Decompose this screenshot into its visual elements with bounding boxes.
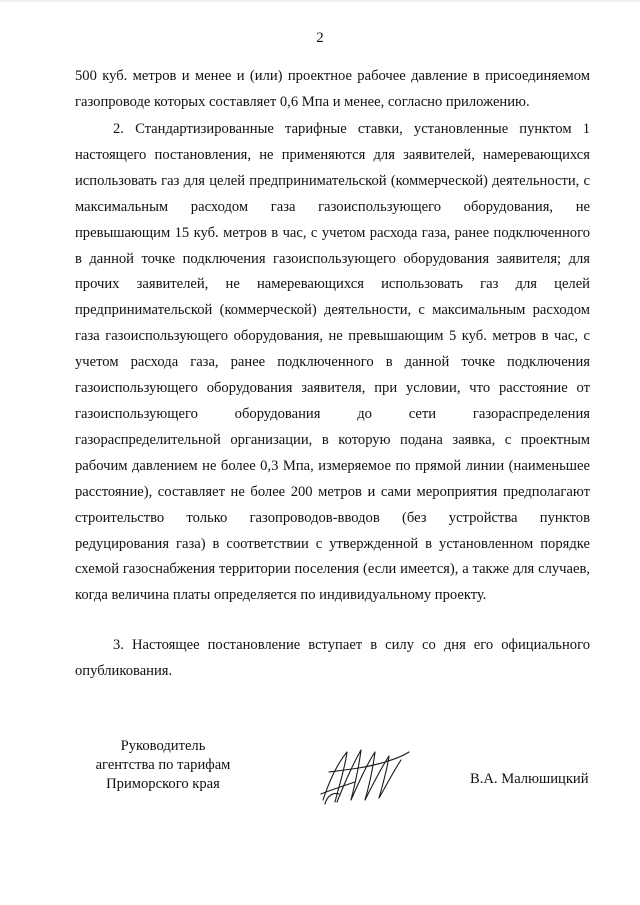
page-number: 2: [316, 30, 324, 46]
signer-title: [78, 737, 248, 794]
signer-name: В.А. Малюшицкий: [470, 771, 589, 787]
signer-title-line: Приморского края: [106, 776, 220, 792]
paragraph-item-2: 2. Стандартизированные тарифные ставки, установленные пунктом 1 настоящего постановления, не применяются для заявителей, намеревающихся использовать газ для целей предпринимательской (коммерческой) деятельности, с максимальным расходом газа газоиспользующего оборудования, не превышающим 15 куб. метров в час, с учетом расхода газа, ранее подключенного в данной точке подключения газоиспользующего оборудования заявителя; для прочих заявителей, не намеревающихся использовать газ для целей предпринимательской (коммерческой) деятельности, с максимальным расходом газа газоиспользующего оборудования, не превышающим 5 куб. метров в час, с учетом расхода газа, ранее подключенного в данной точке подключения газоиспользующего оборудования заявителя, при условии, что расстояние от газоиспользующего оборудования до сети газораспределения газораспределительной организации, в которую подана заявка, с проектным рабочим давлением не более 0,3 Мпа, измеряемое по прямой линии (наименьшее расстояние), составляет не более 200 метров и сами мероприятия предполагают строительство только газопроводов-вводов (без устройства пунктов редуцирования газа) в соответствии с утвержденной в установленном порядке схемой газоснабжения территории поселения (если имеется), а также для случаев, когда величина платы определяется по индивидуальному проекту.: [75, 121, 590, 604]
paragraph-continuation: 500 куб. метров и менее и (или) проектное рабочее давление в присоединяемом газопроводе которых составляет 0,6 Мпа и менее, согласно приложению.: [75, 68, 590, 110]
signer-title-line: Руководитель: [120, 738, 206, 754]
handwritten-signature: [315, 742, 415, 808]
paragraph-item-3: 3. Настоящее постановление вступает в силу со дня его официального опубликования.: [75, 637, 590, 679]
scan-edge: [0, 0, 640, 3]
signer-title-line: агентства по тарифам: [95, 757, 231, 773]
